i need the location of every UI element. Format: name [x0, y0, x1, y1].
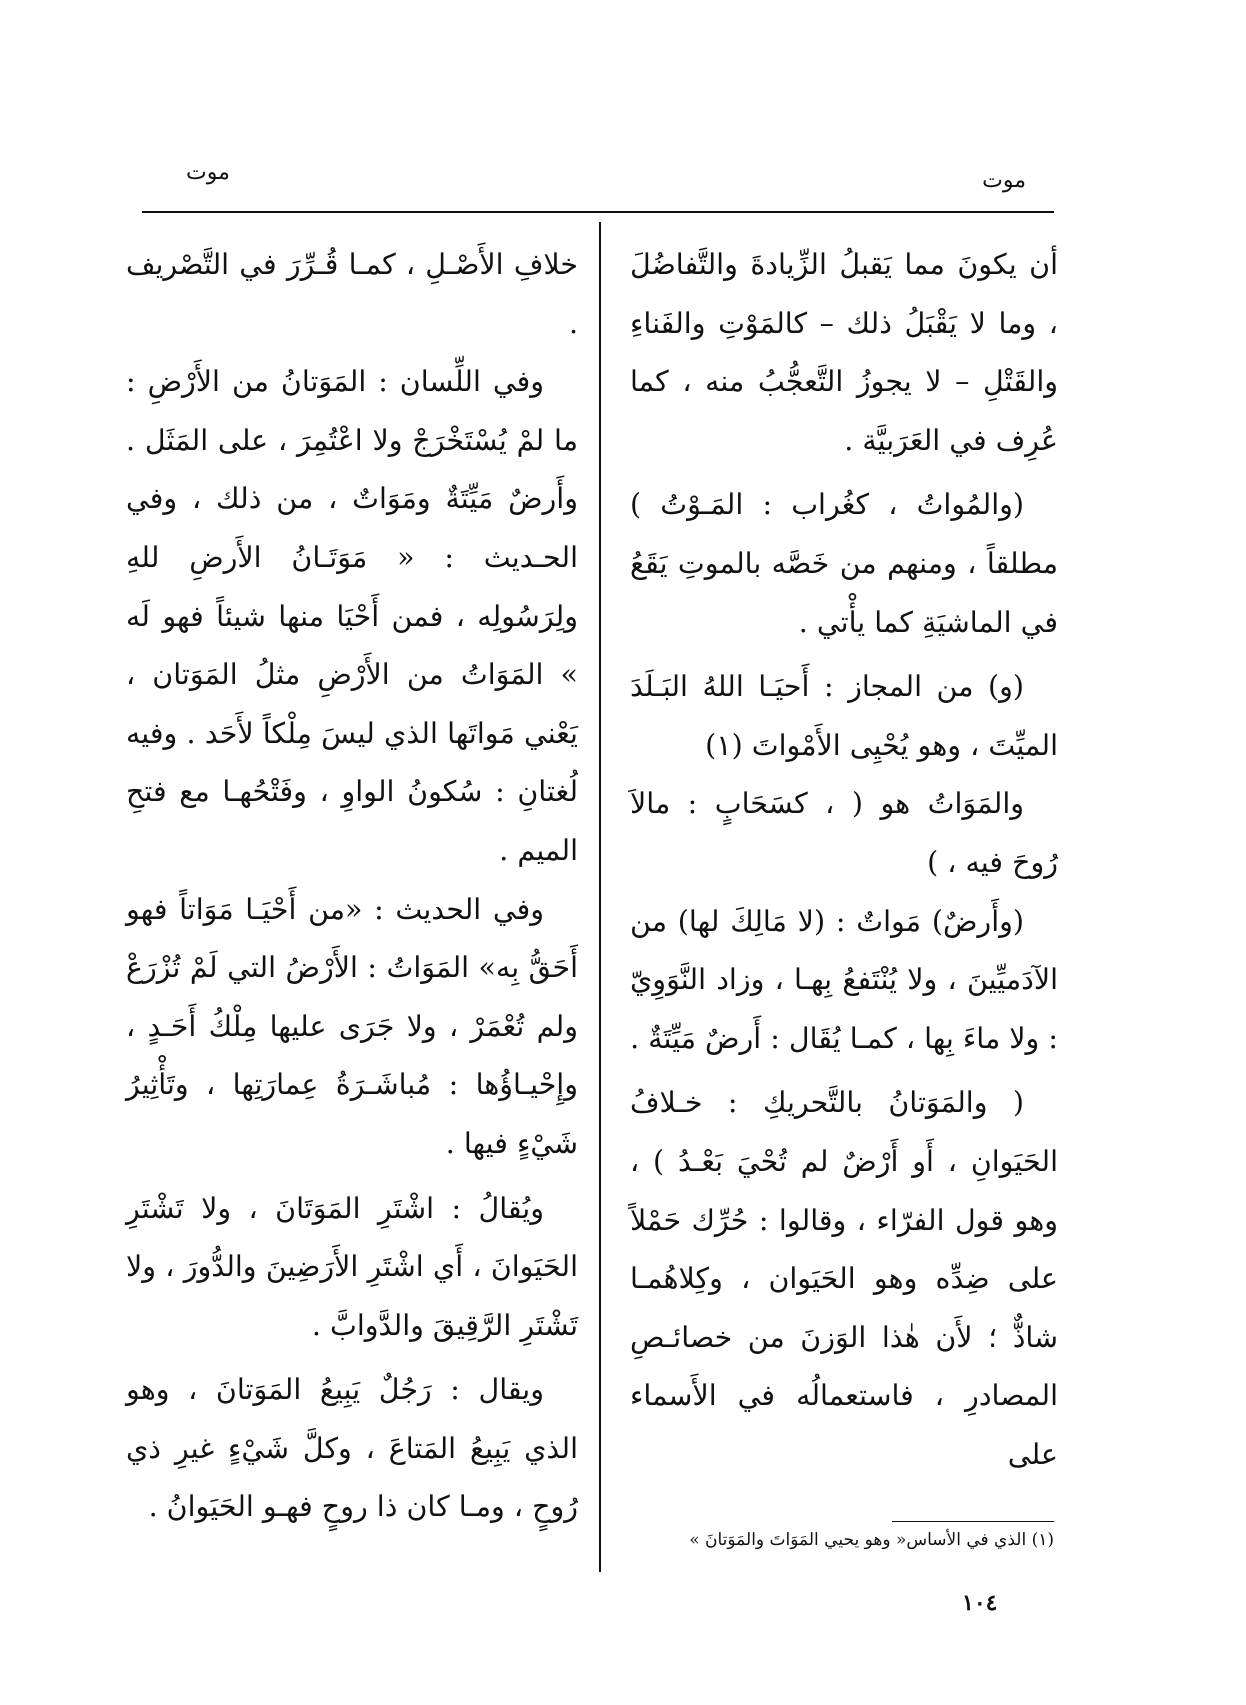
paragraph: وفي الحديث : «من أَحْيَـا مَوَاتاً فهو أَحَقُّ بِه» المَوَاتُ : الأَرْضُ التي لَمْ تُزْرَعْ ولم تُعْمَرْ ، ولا جَرَى عليها مِلْكُ أَحَـدٍ ، وإِحْيـاؤُها : مُباشَـرَةُ عِمارَتِها ، وتَأْثِيرُ شَيْءٍ فيها .	[126, 892, 578, 1160]
paragraph: والمَوَاتُ هو ( ، كسَحَابٍ : مالاَ رُوحَ فيه ، )	[630, 787, 1058, 879]
running-head-right: موت	[982, 168, 1026, 193]
header-rule	[142, 211, 1054, 213]
paragraph: (و) من المجاز : أَحيَـا اللهُ البَـلَدَ الميِّتَ ، وهو يُحْيِى الأَمْواتَ (١)	[630, 670, 1058, 762]
paragraph: أن يكونَ مما يَقبلُ الزِّيادةَ والتَّفاضُلَ ، وما لا يَقْبَلُ ذلك – كالمَوْتِ والفَناءِ والقَتْلِ – لا يجوزُ التَّعجُّبُ منه ، كما عُرِف في العَرَبيَّة .	[630, 248, 1058, 457]
running-head-left: موت	[186, 160, 230, 185]
paragraph: (وأَرضٌ) مَواتٌ : (لا مَالِكَ لها) من الآدَميِّينَ ، ولا يُنْتَفعُ بِهـا ، وزاد النَّوَوِيّ : ولا ماءَ بِها ، كمـا يُقَال : أَرضٌ مَيِّتَةٌ .	[630, 904, 1058, 1055]
right-column	[630, 236, 1058, 1484]
paragraph: (والمُواتُ ، كغُراب : المَـوْتُ ) مطلقاً ، ومنهم من خَصَّه بالموتِ يَقَعُ في الماشيَةِ كما يأْتي .	[630, 488, 1058, 639]
footnote-rule	[892, 1521, 1054, 1522]
page-number: ١٠٤	[962, 1590, 998, 1616]
footnote: (١) الذي في الأساس« وهو يحيي المَوَاتَ والمَوَتانَ »	[689, 1530, 1054, 1550]
left-column	[126, 236, 578, 1537]
paragraph: ويُقالُ : اشْتَرِ المَوَتَانَ ، ولا تَشْتَرِ الحَيَوانَ ، أَي اشْتَرِ الأَرَضِينَ والدُّورَ ، ولا تَشْتَرِ الرَّقِيقَ والدَّوابَّ .	[126, 1191, 578, 1342]
paragraph: وفي اللِّسان : المَوَتانُ من الأَرْضِ : ما لمْ يُسْتَخْرَجْ ولا اعْتُمِرَ ، على المَثَل . وأَرضٌ مَيِّتَةٌ ومَوَاتٌ ، من ذلك ، وفي الحـديث : « مَوَتَـانُ الأَرضِ للهِ ولِرَسُولِه ، فمن أَحْيَا منها شيئاً فهو لَه » المَوَاتُ من الأَرْضِ مثلُ المَوَتان ، يَعْني مَواتَها الذي ليسَ مِلْكاً لأَحَد . وفيه لُغتانِ : سُكونُ الواوِ ، وفَتْحُهـا مع فتحِ الميم .	[126, 365, 578, 867]
column-divider	[599, 222, 601, 1572]
paragraph: ( والمَوَتانُ بالتَّحريكِ : خـلافُ الحَيَوانِ ، أَو أَرْضٌ لم تُحْيَ بَعْـدُ ) ، وهو قول الفرّاء ، وقالوا : حُرِّك حَمْلاً على ضِدِّه وهو الحَيَوان ، وكِلاهُمـا شاذٌّ ؛ لأَن هٰذا الوَزنَ من خصائـصِ المصادرِ ، فاستعمالُه في الأَسماء على	[630, 1086, 1058, 1471]
paragraph: خلافِ الأَصْـلِ ، كمـا قُـرِّرَ في التَّصْريف .	[126, 248, 578, 340]
paragraph: ويقال : رَجُلٌ يَبِيعُ المَوَتانَ ، وهو الذي يَبِيعُ المَتاعَ ، وكلَّ شَيْءٍ غيرِ ذي رُوحٍ ، ومـا كان ذا روحٍ فهـو الحَيَوانُ .	[126, 1373, 578, 1524]
